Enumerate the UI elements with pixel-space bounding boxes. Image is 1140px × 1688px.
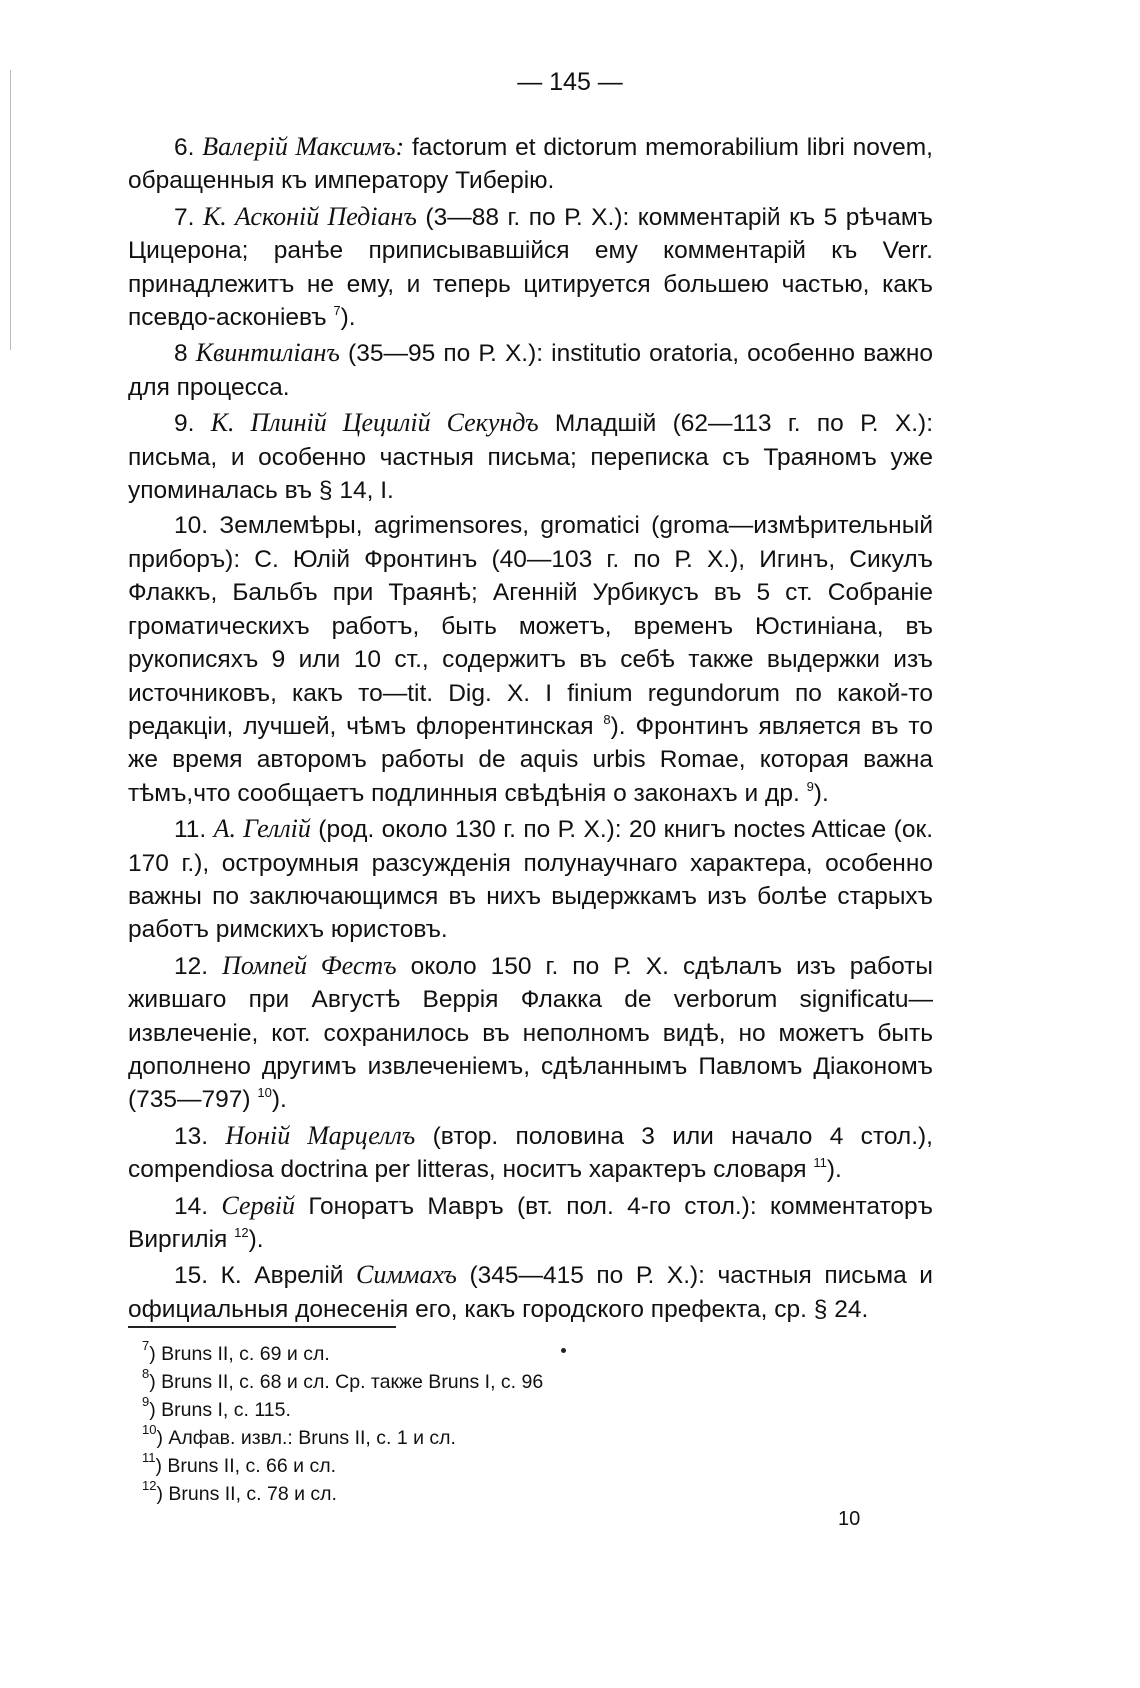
para-text: (род. около 130 г. по Р. Х.): 20 книгъ noctes Atticae (ок. 170 г.), остроумныя разсужденія полунаучнаго характера, особенно важны по заключающимся въ нихъ выдержкамъ изъ болѣе старыхъ работъ римскихъ юристовъ. [128,816,933,944]
paragraph-6 [128,130,933,198]
para-text: ). Фронтинъ является въ то же время авторомъ работы de aquis urbis Romae, которая важна тѣмъ,что сообщаетъ подлинныя свѣдѣнія о законахъ и др. [128,712,933,807]
author-name: Симмахъ [355,1260,457,1290]
footnote-mark: 10 [142,1422,157,1437]
footnote-ref: 9 [806,778,814,794]
footnote-text: Bruns II, c. 78 и сл. [168,1483,337,1505]
footnote-ref: 8 [603,711,611,727]
footnote-ref: 11 [813,1155,827,1171]
footnote-text: Bruns I, c. 115. [161,1399,291,1421]
author-name: К. Плиній Цецилій Секундъ [210,408,539,438]
para-number: 14. [174,1192,209,1220]
author-name: Помпей Фестъ [222,950,397,980]
para-text: ). [271,1086,287,1114]
para-text: factorum et dictorum memorabilium libri novem, обращенныя къ императору Тиберію. [128,134,933,195]
para-text: (345—415 по Р. Х.): частныя письма и официальныя донесенія его, какъ городского префекта, ср. § 24. [128,1262,933,1323]
footnote-text: Bruns II, c. 69 и сл. [161,1343,330,1365]
para-number: 7. [174,203,195,231]
footnote: $^{12}$) Bruns II, c. 78 и сл. [142,1478,337,1505]
para-text: Младшій (62—113 г. по Р. Х.): письма, и особенно частныя письма; переписка съ Траяномъ уже упоминалась въ § 14, I. [128,410,934,505]
para-number: 8 [174,340,188,368]
author-name: А. Геллій [213,814,311,844]
footnote-ref: 12 [234,1225,249,1240]
para-number: 13. [174,1122,209,1150]
footnote-mark: 11 [142,1450,156,1465]
footnote: $^7$) Bruns II, c. 69 и сл. [142,1338,330,1365]
paragraph-15 [128,1258,933,1326]
para-number: 12. [174,952,209,980]
author-name: К. Асконій Педіанъ [202,201,417,231]
para-text: около 150 г. по Р. Х. сдѣлалъ изъ работы жившаго при Августѣ Веррія Флакка de verborum significatu—извлеченіе, кот. сохранилось въ неполномъ видѣ, но можетъ быть дополнено другимъ извлеченіемъ, сдѣланнымъ Павломъ Діакономъ (735—797) [128,952,933,1114]
paragraph-9 [128,406,933,507]
author-name: Сервій [221,1190,295,1220]
para-number: 11. [174,816,207,844]
page-number: — 145 — [517,68,623,96]
paragraph-7 [128,200,933,335]
paragraph-12 [128,949,933,1117]
para-text: ). [813,779,829,807]
paragraph-10 [128,509,933,810]
footnote: $^9$) Bruns I, c. 115. [142,1394,291,1421]
footnote-mark: 9 [142,1394,150,1409]
para-text: ). [340,304,356,332]
paragraph-14 [128,1189,933,1257]
main-text [128,130,933,1328]
para-text: (втор. половина 3 или начало 4 стол.), compendiosa doctrina per litteras, носитъ характеръ словаря [128,1122,933,1184]
paragraph-8 [128,336,933,404]
paragraph-11 [128,812,933,947]
paragraph-13 [128,1119,933,1187]
footnote-mark: 7 [142,1338,150,1353]
para-number: 9. [174,410,195,438]
footnote-mark: 12 [142,1478,157,1493]
footnote-divider [128,1326,396,1328]
para-text: Гоноратъ Мавръ (вт. пол. 4-го стол.): комментаторъ Виргилія [128,1192,933,1253]
footnote-ref: 10 [257,1085,272,1101]
binding-edge-line [10,70,11,350]
footnote-text: Bruns II, c. 68 и сл. Ср. также Bruns I, c. 96 [161,1371,544,1393]
para-number: 6. [174,134,195,161]
author-name: Валерій Максимъ: [202,132,405,161]
footnote-text: Bruns II, c. 66 и сл. [167,1455,336,1477]
signature-mark: 10 [838,1508,861,1530]
footnote: $^{10}$) Алфав. извл.: Bruns II, c. 1 и сл. [142,1422,456,1449]
footnote: $^{11}$) Bruns II, c. 66 и сл. [142,1450,336,1477]
footnote-ref: 7 [333,303,341,319]
footnotes [142,1340,842,1508]
footnote-mark: 8 [142,1366,150,1381]
footnote: $^8$) Bruns II, c. 68 и сл. Ср. также Bruns I, c. 96 [142,1366,544,1393]
para-text: ). [248,1226,264,1253]
author-name: Квинтиліанъ [195,338,340,368]
para-number: 15. [174,1262,209,1290]
para-text: К. Аврелій [220,1262,356,1290]
footnote-text: Алфав. извл.: Bruns II, c. 1 и сл. [168,1427,456,1449]
para-text: Землемѣры, agrimensores, gromatici (groma—измѣрительный приборъ): С. Юлій Фронтинъ (40—103 г. по Р. Х.), Игинъ, Сикулъ Флаккъ, Бальбъ при Траянѣ; Агенній Урбикусъ въ 5 ст. Собраніе громатическихъ работъ, быть можетъ, временъ Юстиніана, въ рукописяхъ 9 или 10 ст., содержитъ въ себѣ также выдержки изъ источниковъ, какъ то—tit. Dig. X. I finium regundorum по какой-то редакціи, лучшей, чѣмъ флорентинская [128,512,933,740]
author-name: Ноній Марцеллъ [225,1120,416,1150]
para-text: (3—88 г. по Р. Х.): комментарій къ 5 рѣчамъ Цицерона; ранѣе приписывавшійся ему комментарій къ Verr. принадлежитъ не ему, и теперь цитируется большею частью, какъ псевдо-асконіевъ [128,203,933,332]
para-text: (35—95 по Р. Х.): institutio oratoria, особенно важно для процесса. [128,340,933,401]
para-text: ). [826,1156,842,1184]
para-number: 10. [174,512,209,540]
